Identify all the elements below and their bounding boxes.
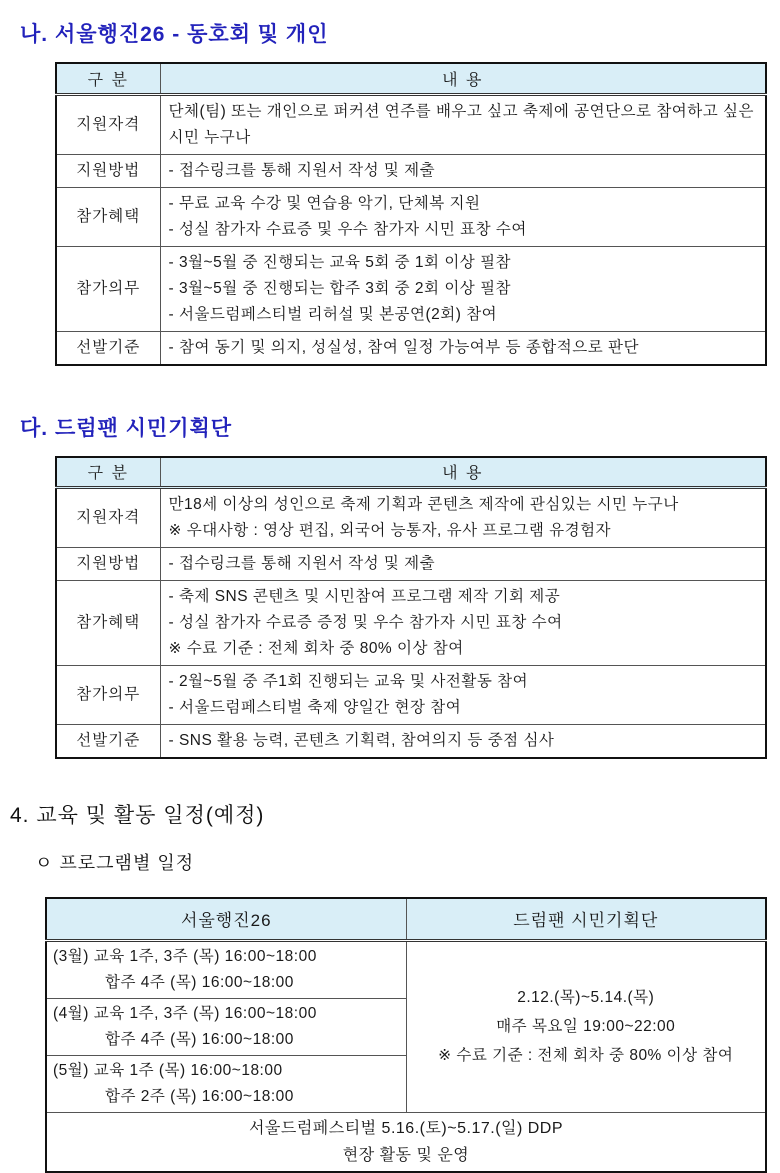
row-content [160,331,766,365]
table-row [56,725,766,759]
cell-line: - 3월~5월 중 진행되는 합주 3회 중 2회 이상 필참 [168,279,512,297]
row-label: 참가의무 [56,246,160,331]
month-may-cell [46,1055,406,1112]
row-content [160,154,766,187]
cell-line: 매주 목요일 19:00~22:00 [496,1018,676,1035]
cell-line: (5월) 교육 1주 (목) 16:00~18:00 [53,1061,283,1079]
cell-line: - 성실 참가자 수료증 및 우수 참가자 시민 표창 수여 [168,220,527,238]
cell-line: 합주 4주 (목) 16:00~18:00 [105,1030,294,1048]
row-label: 지원방법 [56,548,160,581]
festival-summary-cell [46,1112,766,1172]
row-label: 선발기준 [56,725,160,759]
row-content [160,581,766,666]
cell-line: - 서울드럼페스티벌 축제 양일간 현장 참여 [168,699,462,716]
row-content [160,725,766,759]
schedule-row-march [46,940,766,998]
table-row [56,488,766,548]
section-c-title: 다. 드럼팬 시민기획단 [20,416,233,440]
row-label: 지원자격 [56,488,160,548]
row-content [160,246,766,331]
table-row [56,246,766,331]
table-row [56,548,766,581]
cell-line: ※ 우대사항 : 영상 편집, 외국어 능통자, 유사 프로그램 유경험자 [168,522,612,539]
table-row [56,666,766,725]
cell-line: 단체(팀) 또는 개인으로 퍼커션 연주를 배우고 싶고 축제에 공연단으로 참여하고 싶은 시민 누구나 [168,102,754,146]
table-row [56,154,766,187]
table-row [56,581,766,666]
col-header-drumfan: 드럼팬 시민기획단 [406,898,766,940]
cell-line: ※ 수료 기준 : 전체 회차 중 80% 이상 참여 [168,640,464,657]
schedule-header-row [46,898,766,940]
row-content [160,666,766,725]
col-header-category: 구 분 [56,457,160,488]
row-label: 참가혜택 [56,187,160,246]
program-schedule-subheading: ㅇ 프로그램별 일정 [35,853,195,873]
table-row [56,187,766,246]
row-content [160,548,766,581]
section-4-heading: 4. 교육 및 활동 일정(예정) [10,804,265,827]
cell-line: 2.12.(목)~5.14.(목) [517,989,655,1006]
table-header-row [56,63,766,94]
col-header-category: 구 분 [56,63,160,94]
section-b-title: 나. 서울행진26 - 동호회 및 개인 [20,23,329,46]
seoul-march-info-table [55,62,767,366]
cell-line: - 축제 SNS 콘텐츠 및 시민참여 프로그램 제작 기회 제공 [168,588,561,605]
cell-line: 현장 활동 및 운영 [342,1146,470,1164]
cell-line: 합주 2주 (목) 16:00~18:00 [105,1087,294,1105]
cell-line: 서울드럼페스티벌 5.16.(토)~5.17.(일) DDP [248,1119,564,1137]
cell-line: (3월) 교육 1주, 3주 (목) 16:00~18:00 [53,947,317,965]
cell-line: 합주 4주 (목) 16:00~18:00 [105,973,294,991]
cell-line: 만18세 이상의 성인으로 축제 기획과 콘텐츠 제작에 관심있는 시민 누구나 [168,496,679,513]
cell-line: ※ 수료 기준 : 전체 회차 중 80% 이상 참여 [438,1047,734,1064]
cell-line: - SNS 활용 능력, 콘텐츠 기획력, 참여의지 등 중점 심사 [168,732,555,749]
row-label: 지원방법 [56,154,160,187]
table-header-row [56,457,766,488]
row-label: 참가의무 [56,666,160,725]
program-schedule-table [45,897,767,1173]
cell-line: - 접수링크를 통해 지원서 작성 및 제출 [168,161,436,179]
row-content [160,488,766,548]
cell-line: - 참여 동기 및 의지, 성실성, 참여 일정 가능여부 등 종합적으로 판단 [168,338,639,356]
cell-line: (4월) 교육 1주, 3주 (목) 16:00~18:00 [53,1004,317,1022]
row-content [160,187,766,246]
drumfan-schedule-cell [406,940,766,1112]
col-header-seoul-march: 서울행진26 [46,898,406,940]
schedule-row-festival [46,1112,766,1172]
cell-line: - 접수링크를 통해 지원서 작성 및 제출 [168,555,436,572]
month-april-cell [46,998,406,1055]
drumfan-info-table [55,456,767,760]
cell-line: - 2월~5월 중 주1회 진행되는 교육 및 사전활동 참여 [168,673,529,690]
col-header-content: 내 용 [160,457,766,488]
table-row [56,331,766,365]
cell-line: - 3월~5월 중 진행되는 교육 5회 중 1회 이상 필참 [168,253,512,271]
row-label: 선발기준 [56,331,160,365]
table-row [56,94,766,154]
col-header-content: 내 용 [160,63,766,94]
row-label: 지원자격 [56,94,160,154]
row-content [160,94,766,154]
cell-line: - 무료 교육 수강 및 연습용 악기, 단체복 지원 [168,194,481,212]
cell-line: - 서울드럼페스티벌 리허설 및 본공연(2회) 참여 [168,305,498,323]
month-march-cell [46,940,406,998]
row-label: 참가혜택 [56,581,160,666]
cell-line: - 성실 참가자 수료증 증정 및 우수 참가자 시민 표창 수여 [168,614,563,631]
